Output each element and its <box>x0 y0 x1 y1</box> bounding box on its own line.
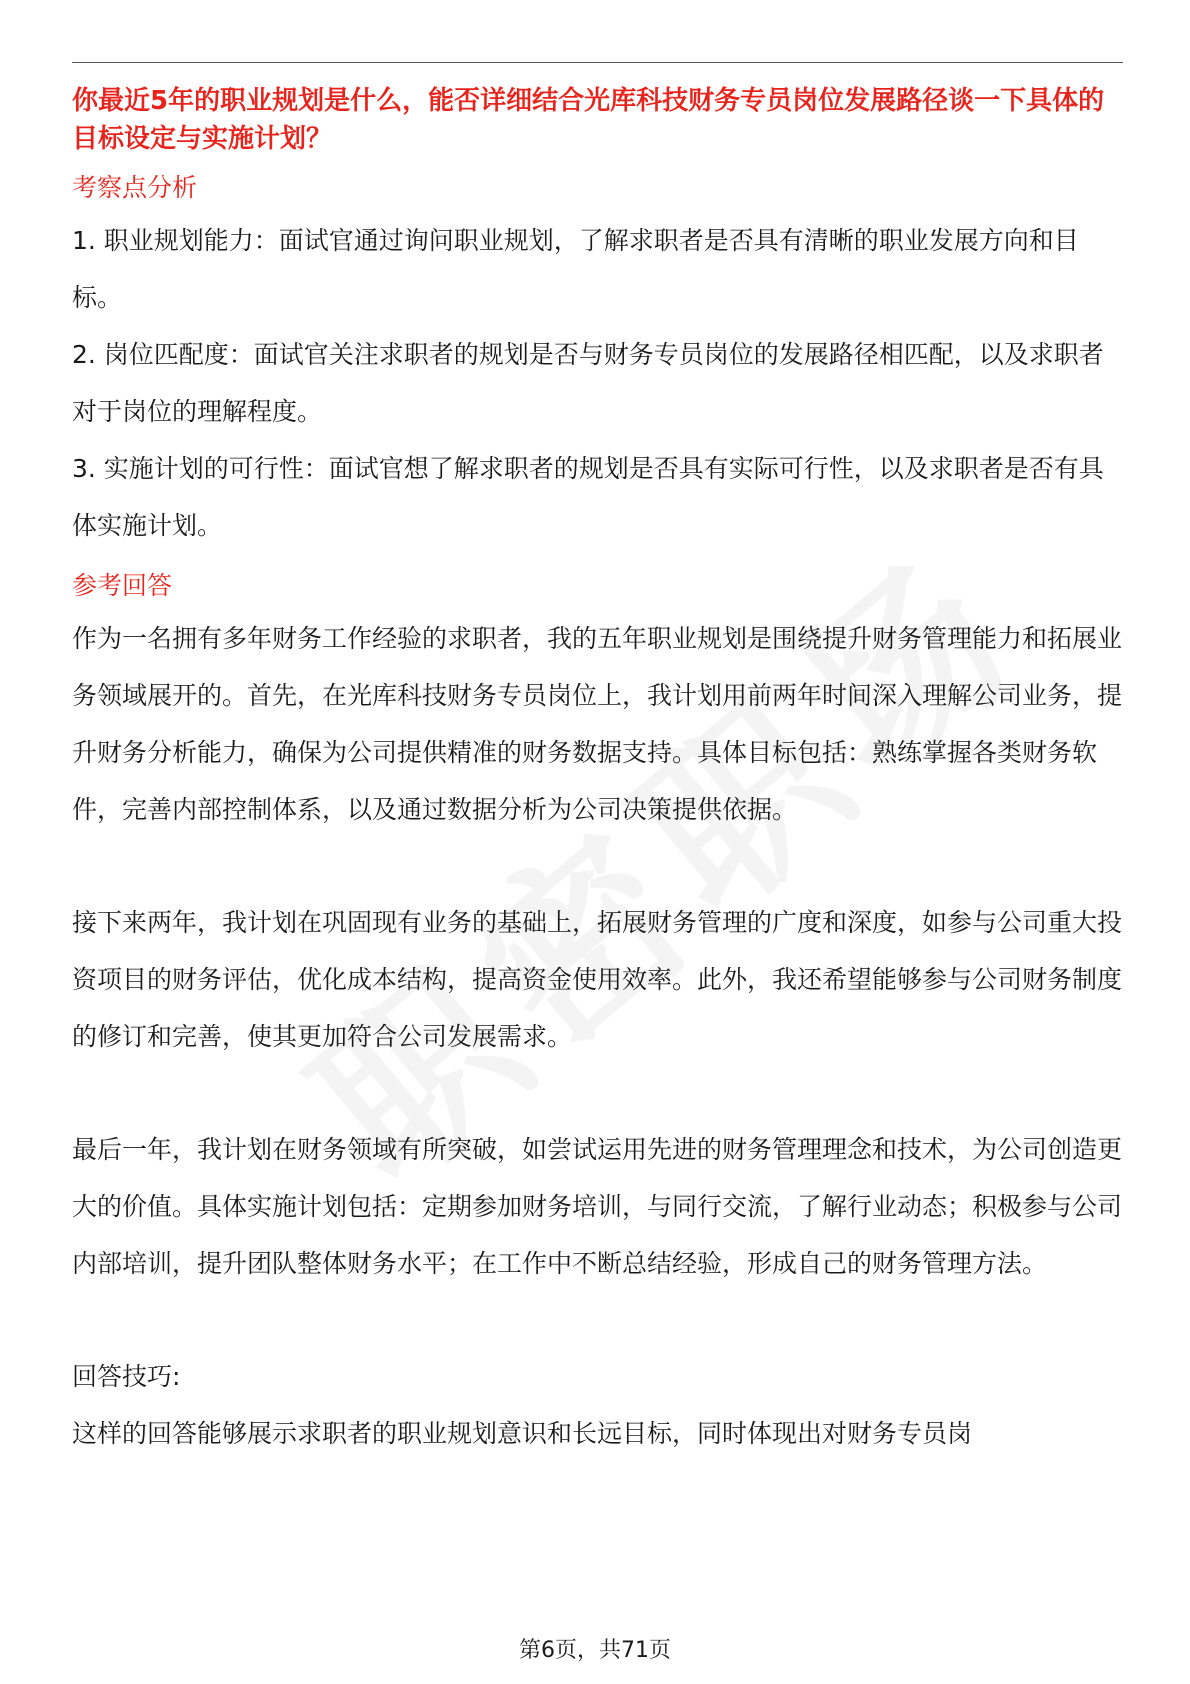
answer-paragraph-2: 接下来两年，我计划在巩固现有业务的基础上，拓展财务管理的广度和深度，如参与公司重大投资项目的财务评估，优化成本结构，提高资金使用效率。此外，我还希望能够参与公司财务制度的修订和完善，使其更加符合公司发展需求。 <box>72 908 1123 1051</box>
analysis-item-3: 3. 实施计划的可行性：面试官想了解求职者的规划是否具有实际可行性，以及求职者是否有具体实施计划。 <box>72 454 1104 540</box>
header-rule <box>72 62 1123 63</box>
question-title: 你最近5年的职业规划是什么，能否详细结合光库科技财务专员岗位发展路径谈一下具体的目标设定与实施计划？ <box>72 86 1105 154</box>
analysis-item-1: 1. 职业规划能力：面试官通过询问职业规划，了解求职者是否具有清晰的职业发展方向和目标。 <box>72 226 1079 312</box>
analysis-heading: 考察点分析 <box>72 173 198 202</box>
page-number: 第6页，共71页 <box>519 1638 671 1663</box>
answer-heading: 参考回答 <box>72 571 173 600</box>
answer-paragraph-1: 作为一名拥有多年财务工作经验的求职者，我的五年职业规划是围绕提升财务管理能力和拓展业务领域展开的。首先，在光库科技财务专员岗位上，我计划用前两年时间深入理解公司业务，提升财务分析能力，确保为公司提供精准的财务数据支持。具体目标包括：熟练掌握各类财务软件，完善内部控制体系，以及通过数据分析为公司决策提供依据。 <box>72 624 1123 824</box>
tips-heading: 回答技巧: <box>72 1362 181 1391</box>
analysis-item-2: 2. 岗位匹配度：面试官关注求职者的规划是否与财务专员岗位的发展路径相匹配，以及求职者对于岗位的理解程度。 <box>72 340 1104 426</box>
document-body <box>72 82 1122 1462</box>
tips-text: 这样的回答能够展示求职者的职业规划意识和长远目标，同时体现出对财务专员岗 <box>72 1419 973 1448</box>
answer-paragraph-3: 最后一年，我计划在财务领域有所突破，如尝试运用先进的财务管理理念和技术，为公司创造更大的价值。具体实施计划包括：定期参加财务培训，与同行交流，了解行业动态；积极参与公司内部培训，提升团队整体财务水平；在工作中不断总结经验，形成自己的财务管理方法。 <box>72 1135 1123 1278</box>
